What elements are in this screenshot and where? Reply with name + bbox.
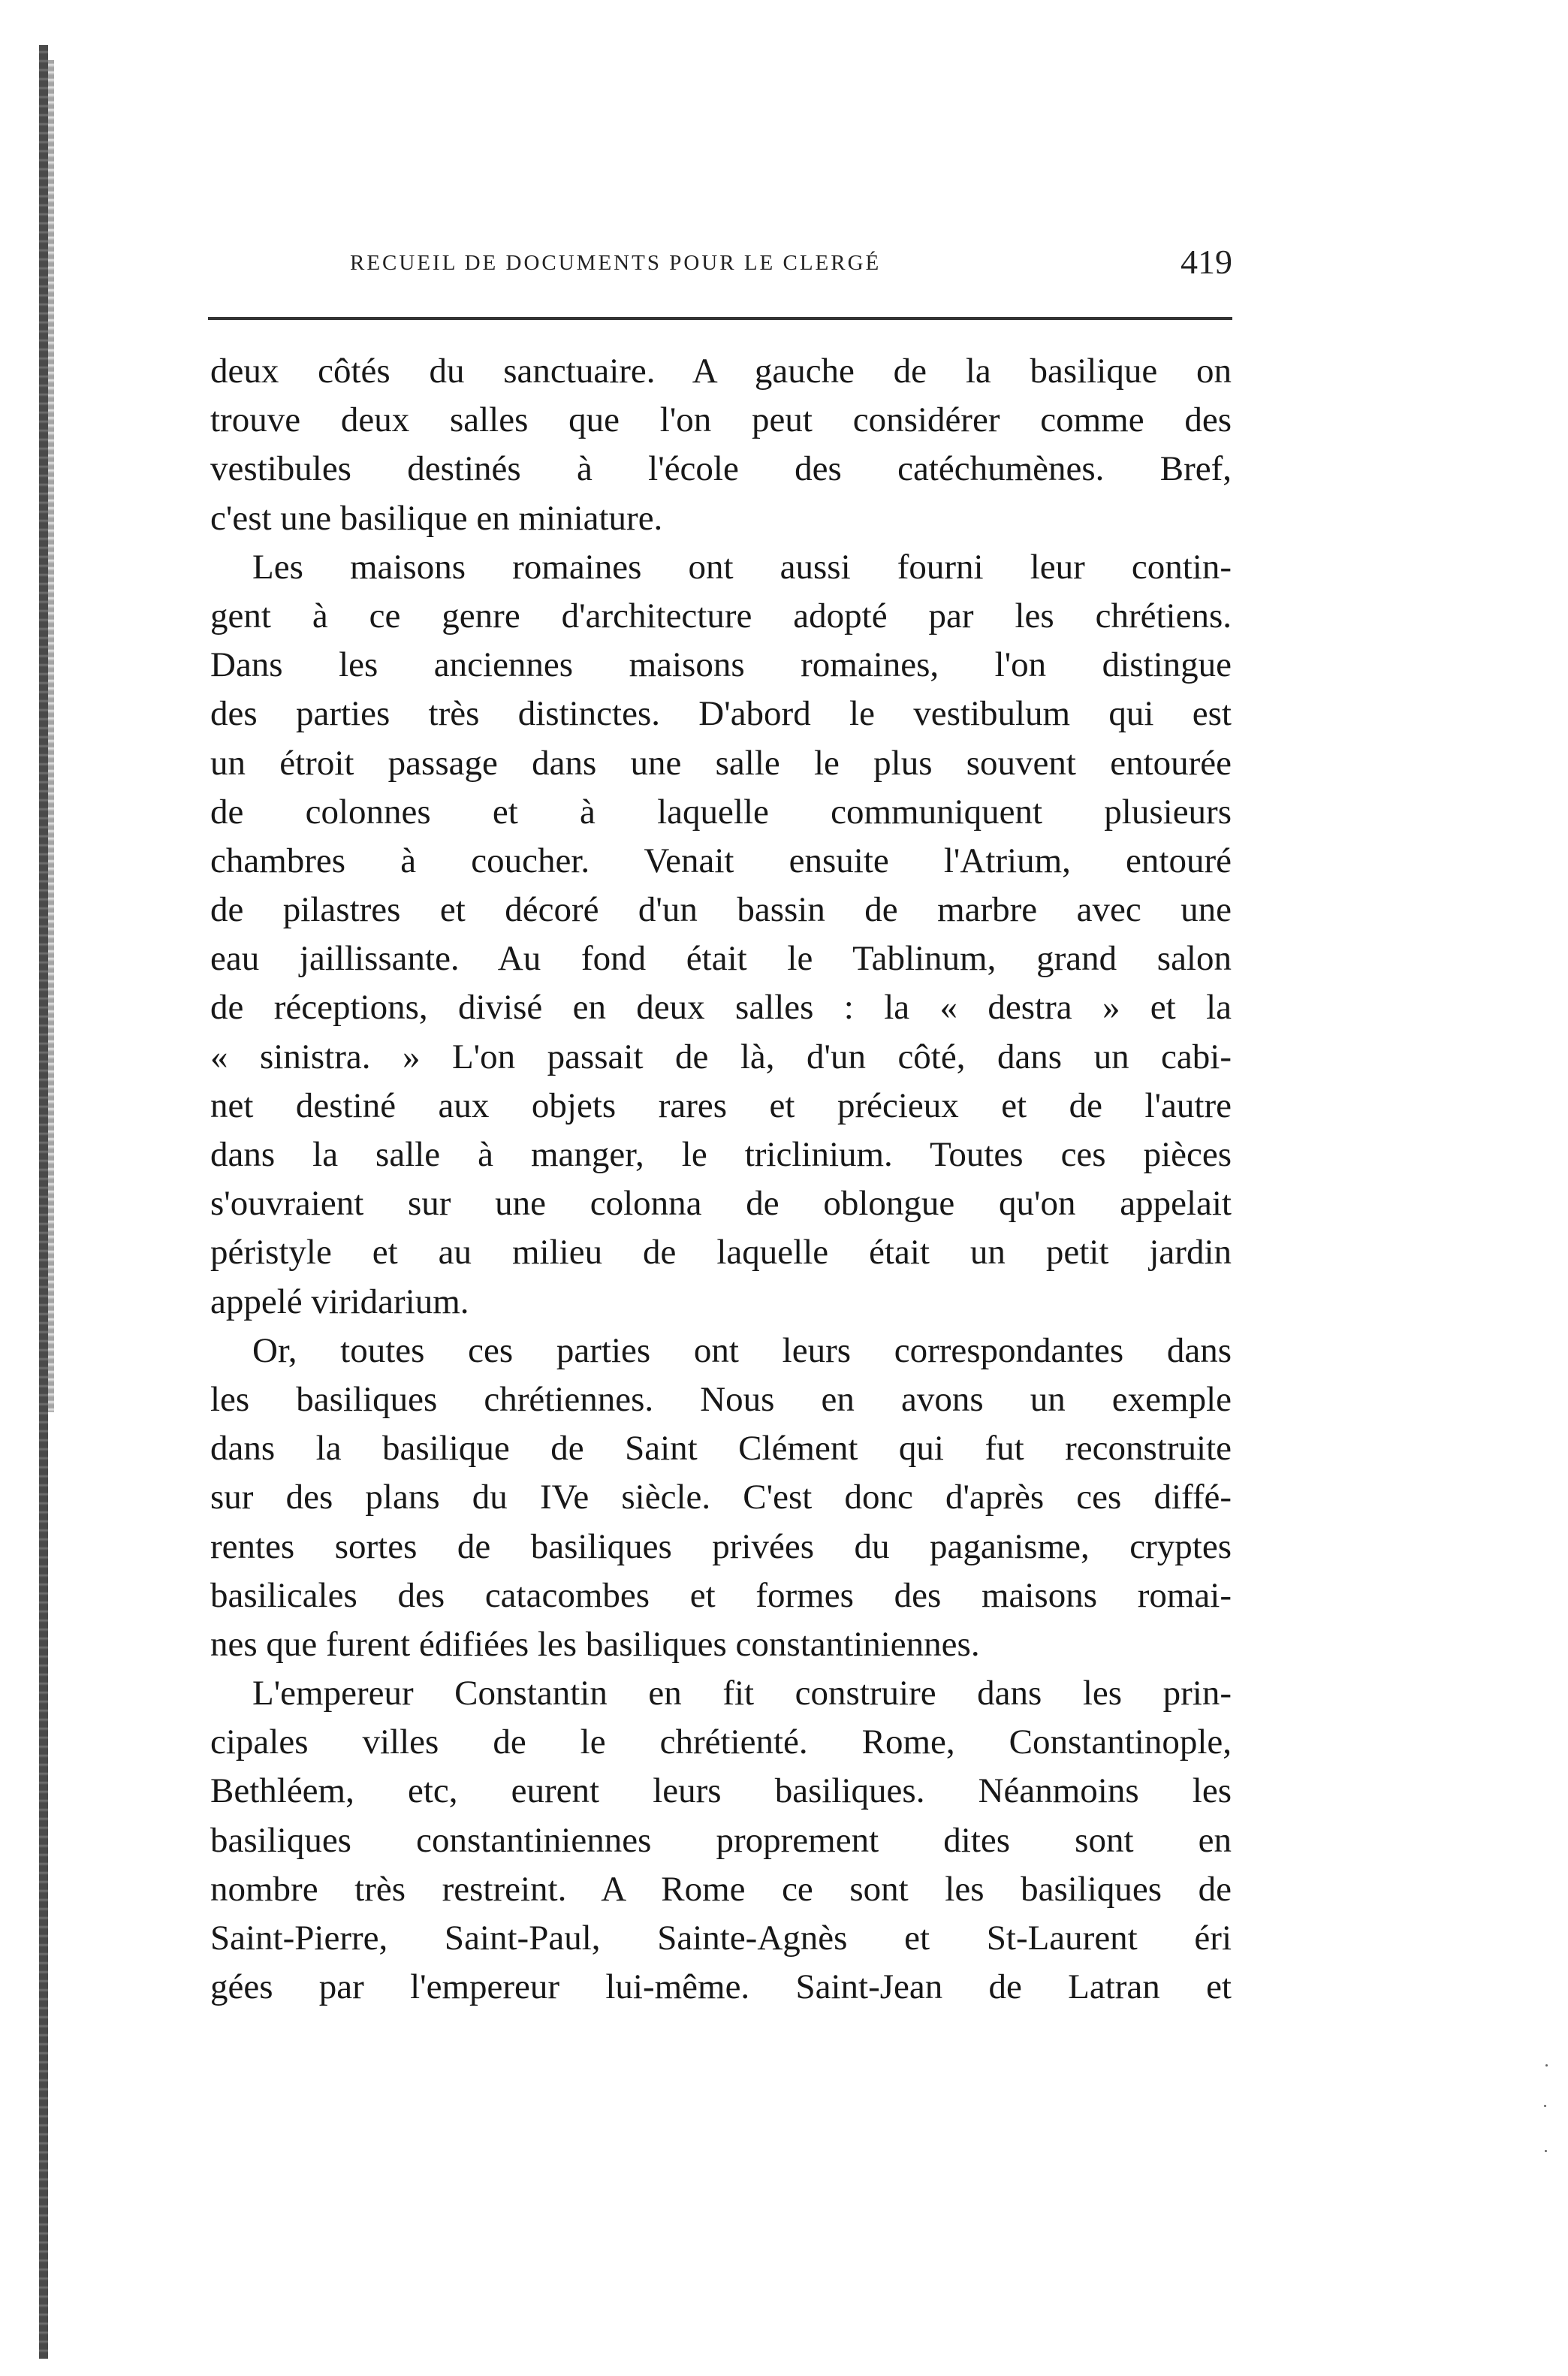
text-line: basiliques constantiniennes proprement dites sont en [210, 1820, 1232, 1860]
text-line: de pilastres et décoré d'un bassin de marbre avec une [210, 890, 1232, 930]
text-line: les basiliques chrétiennes. Nous en avons un exemple [210, 1379, 1232, 1419]
paragraph-start-line: Les maisons romaines ont aussi fourni leur contin- [252, 547, 1232, 587]
scan-speck [1544, 2105, 1546, 2107]
page-binding-edge [39, 45, 48, 2359]
text-line: nombre très restreint. A Rome ce sont les basiliques de [210, 1869, 1232, 1909]
text-line: dans la basilique de Saint Clément qui fut reconstruite [210, 1429, 1232, 1469]
text-line: net destiné aux objets rares et précieux et de l'autre [210, 1085, 1232, 1125]
text-line: c'est une basilique en miniature. [210, 498, 663, 538]
text-line: gées par l'empereur lui-même. Saint-Jean de Latran et [210, 1967, 1232, 2007]
text-line: des parties très distinctes. D'abord le vestibulum qui est [210, 694, 1232, 734]
body-text [210, 347, 1232, 2012]
text-line: sur des plans du IVe siècle. C'est donc d'après ces diffé- [210, 1478, 1232, 1517]
text-line: Dans les anciennes maisons romaines, l'on distingue [210, 645, 1232, 685]
text-line: trouve deux salles que l'on peut considérer comme des [210, 400, 1232, 440]
text-line: gent à ce genre d'architecture adopté par les chrétiens. [210, 596, 1232, 636]
text-line: cipales villes de le chrétienté. Rome, Constantinople, [210, 1722, 1232, 1762]
page-binding-shadow [48, 60, 54, 1412]
text-line: Bethléem, etc, eurent leurs basiliques. Néanmoins les [210, 1771, 1232, 1811]
paragraph-start-line: Or, toutes ces parties ont leurs correspondantes dans [252, 1330, 1232, 1370]
text-line: rentes sortes de basiliques privées du paganisme, cryptes [210, 1526, 1232, 1566]
scan-speck [1545, 2150, 1547, 2152]
page-header [350, 245, 1232, 282]
text-line: nes que furent édifiées les basiliques constantiniennes. [210, 1624, 980, 1664]
text-line: de réceptions, divisé en deux salles : la « destra » et la [210, 988, 1232, 1028]
text-line: basilicales des catacombes et formes des maisons romai- [210, 1575, 1232, 1615]
text-line: de colonnes et à laquelle communiquent plusieurs [210, 792, 1232, 832]
header-rule [208, 317, 1232, 320]
text-line: appelé viridarium. [210, 1282, 469, 1321]
paragraph-start-line: L'empereur Constantin en fit construire dans les prin- [252, 1674, 1232, 1713]
text-line: chambres à coucher. Venait ensuite l'Atrium, entouré [210, 841, 1232, 880]
running-head: RECUEIL DE DOCUMENTS POUR LE CLERGÉ [350, 251, 882, 275]
text-line: « sinistra. » L'on passait de là, d'un côté, dans un cabi- [210, 1037, 1232, 1076]
text-line: vestibules destinés à l'école des catéchumènes. Bref, [210, 449, 1232, 489]
text-line: péristyle et au milieu de laquelle était un petit jardin [210, 1233, 1232, 1273]
text-line: dans la salle à manger, le triclinium. Toutes ces pièces [210, 1135, 1232, 1174]
page-number: 419 [1181, 243, 1232, 281]
text-line: un étroit passage dans une salle le plus souvent entourée [210, 743, 1232, 783]
text-line: eau jaillissante. Au fond était le Tablinum, grand salon [210, 939, 1232, 979]
text-line: deux côtés du sanctuaire. A gauche de la basilique on [210, 352, 1232, 391]
text-line: s'ouvraient sur une colonna de oblongue qu'on appelait [210, 1184, 1232, 1224]
text-line: Saint-Pierre, Saint-Paul, Sainte-Agnès et St-Laurent éri [210, 1919, 1232, 1958]
scan-speck [1545, 2064, 1548, 2067]
